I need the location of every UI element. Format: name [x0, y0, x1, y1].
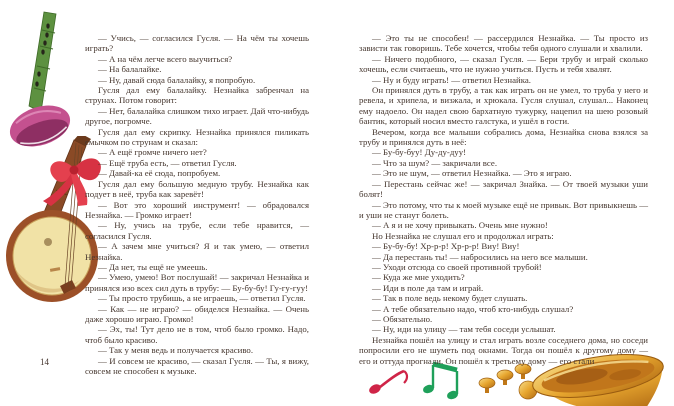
- paragraph: — Это потому, что ты к моей музыке ещё не привык. Вот привыкнешь — и уши не станут болеть.: [359, 199, 649, 220]
- paragraph: — Уходи отсюда со своей противной трубой!: [372, 261, 542, 272]
- paragraph: — Ну, давай сюда балалайку, я попробую.: [98, 74, 256, 85]
- paragraph: — Куда же мне уходить?: [372, 272, 465, 283]
- paragraph: Вечером, когда все малыши собрались дома, Незнайка снова взялся за трубу и принялся дуть в неё:: [359, 126, 648, 148]
- paragraph: Гусля дал ему балалайку. Незнайка забренчал на струнах. Потом говорит:: [85, 85, 309, 106]
- right-page: [359, 33, 648, 366]
- paragraph: — Ну, иди на улицу — там тебя соседи услышат.: [372, 324, 556, 335]
- page-number: 14: [40, 357, 49, 367]
- paragraph: Гусля дал ему большую медную трубу. Незнайка как подует в неё, труба как заревёт!: [85, 178, 309, 200]
- paragraph: — Что за шум? — закричали все.: [372, 157, 498, 168]
- paragraph: — Это ты не способен! — рассердился Незнайка. — Ты просто из зависти так говоришь. Тебе хочется, чтобы тебя одного слушали и хвалили.: [359, 33, 648, 54]
- paragraph: — А зачем мне учиться? Я и так умею, — ответил Незнайка.: [85, 241, 309, 262]
- paragraph: — А я и не хочу привыкать. Очень мне нужно!: [372, 220, 548, 231]
- red-note-icon: [368, 371, 407, 396]
- green-notes-icon: [422, 364, 459, 401]
- paragraph: — Ну и буду играть! — ответил Незнайка.: [372, 74, 531, 85]
- paragraph: — А ещё громче ничего нет?: [98, 147, 207, 158]
- paragraph: — Ничего подобного, — сказал Гусля. — Бери трубу и играй сколько хочешь, если считаешь, что не нужно учиться. Пусть и тебя хвалят.: [359, 53, 648, 75]
- paragraph: Но Незнайка не слушал его и продолжал играть:: [372, 230, 554, 241]
- paragraph: — Ты просто трубишь, а не играешь, — ответил Гусля.: [98, 293, 306, 304]
- paragraph: — А на чём легче всего выучиться?: [98, 53, 233, 64]
- paragraph: — А тебе обязательно надо, чтоб кто-нибудь слушал?: [372, 303, 574, 314]
- paragraph: — Эх, ты! Тут дело не в том, чтоб было громко. Надо, чтоб было красиво.: [85, 324, 309, 345]
- paragraph: — Перестань сейчас же! — закричал Знайка. — От твоей музыки уши болят!: [359, 178, 648, 200]
- paragraph: — Так у меня ведь и получается красиво.: [98, 345, 254, 356]
- paragraph: — Вот это хороший инструмент! — обрадовался Незнайка. — Громко играет!: [85, 199, 309, 220]
- paragraph: Гусля дал ему скрипку. Незнайка принялся пиликать смычком по струнам и сказал:: [85, 126, 309, 148]
- paragraph: — Обязательно.: [372, 313, 433, 324]
- paragraph: — Как — не играю? — обиделся Незнайка. — Очень даже хорошо играю. Громко!: [85, 303, 309, 324]
- paragraph: Незнайка пошёл на улицу и стал играть возле соседнего дома, но соседи попросили его не шуметь под окнами. Тогда он пошёл к другому дому — его и оттуда прогнали. Он пошёл к третьему дому — его стали: [359, 334, 648, 366]
- paragraph: — Это не шум, — ответил Незнайка. — Это я играю.: [372, 168, 572, 179]
- paragraph: — Давай-ка её сюда, попробуем.: [98, 168, 221, 179]
- paragraph: — Иди в поле да там и играй.: [372, 282, 484, 293]
- paragraph: — Так в поле ведь некому будет слушать.: [372, 293, 528, 304]
- paragraph: — И совсем не красиво, — сказал Гусля. — Ты, я вижу, совсем не способен к музыке.: [85, 355, 309, 376]
- paragraph: — Да нет, ты ещё не умеешь.: [98, 261, 208, 272]
- paragraph: — Бу-бу-бу! Хр-р-р! Хр-р-р! Виу! Виу!: [372, 241, 520, 252]
- tuba-valve-caps: [479, 364, 537, 399]
- paragraph: — Умею, умею! Вот послушай! — закричал Незнайка и принялся изо всех сил дуть в трубу: — Бу-бу-бу! Гу-гу-гуу!: [85, 272, 309, 293]
- flower-horn-illustration: [6, 0, 86, 152]
- paragraph: — Учись, — согласился Гусля. — На чём ты хочешь играть?: [85, 33, 309, 54]
- paragraph: — Бу-бу-буу! Ду-ду-дуу!: [372, 147, 467, 158]
- paragraph: — Ещё труба есть, — ответил Гусля.: [98, 157, 237, 168]
- paragraph: — Нет, балалайка слишком тихо играет. Дай что-нибудь другое, погромче.: [85, 105, 309, 127]
- paragraph: — Ну, учись на трубе, если тебе нравится, — согласился Гусля.: [85, 220, 309, 241]
- paragraph: Он принялся дуть в трубу, а так как играть он не умел, то труба у него и ревела, и хрипела, и визжала, и хрюкала. Гусля слушал, слушал... Наконец ему надоело. Он надел свою бархатную тужурку, нацепил на шею розовый бантик, который носил вместо галстука, и ушёл в гости.: [359, 85, 648, 127]
- left-page: [85, 33, 309, 376]
- paragraph: — На балалайке.: [98, 64, 162, 75]
- paragraph: — Да перестань ты! — набросились на него все малыши.: [372, 251, 588, 262]
